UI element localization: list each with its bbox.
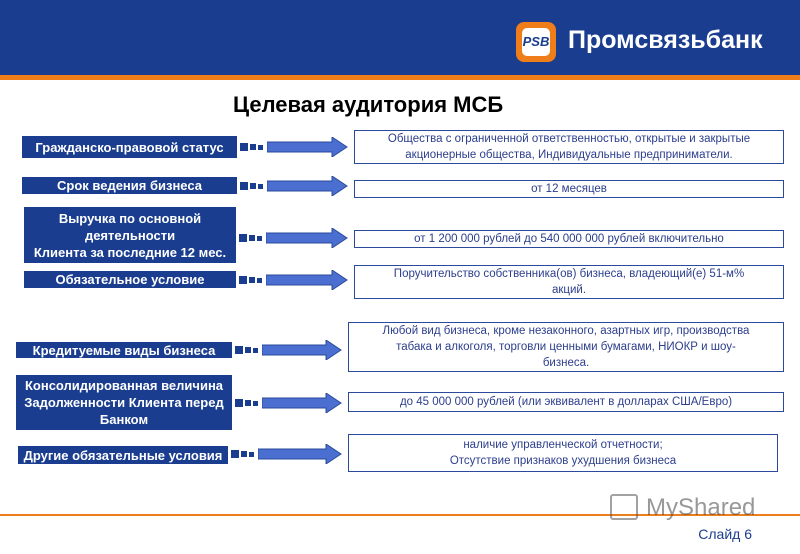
criterion-value	[348, 322, 784, 372]
connector-square	[239, 276, 247, 284]
criterion-label	[16, 342, 232, 358]
connector-square	[257, 278, 262, 283]
criterion-label	[16, 375, 232, 430]
criterion-label-line: Выручка по основной	[58, 210, 202, 226]
arrow-icon	[262, 340, 342, 360]
connector-square	[240, 182, 248, 190]
connector-square	[240, 143, 248, 151]
criterion-value-line: от 1 200 000 рублей до 540 000 000 рублей включительно	[414, 233, 724, 245]
criterion-value	[348, 434, 778, 472]
slide-title: Целевая аудитория МСБ	[233, 92, 504, 117]
criterion-value	[354, 265, 784, 299]
connector-square	[241, 451, 247, 457]
connector-square	[258, 145, 263, 150]
connector-square	[253, 401, 258, 406]
criterion-value	[348, 392, 784, 412]
criterion-value-line: бизнеса.	[542, 357, 590, 369]
watermark: MyShared	[610, 492, 770, 526]
criterion-label-line: Гражданско-правовой статус	[35, 139, 224, 155]
bank-name: Промсвязьбанк	[568, 26, 763, 54]
connector-square	[250, 144, 256, 150]
connector-square	[235, 346, 243, 354]
criterion-label-line: Банком	[99, 412, 149, 427]
criterion-value-line: акций.	[551, 284, 587, 296]
criterion-label-line: Кредитуемые виды бизнеса	[32, 342, 216, 358]
criterion-value-line: наличие управленческой отчетности;	[463, 439, 663, 451]
connector-square	[249, 452, 254, 457]
header-accent-line	[0, 75, 800, 80]
bank-logo	[516, 22, 778, 62]
criterion-value-line: Любой вид бизнеса, кроме незаконного, азартных игр, производства	[382, 325, 750, 337]
arrow-icon	[267, 137, 348, 157]
criterion-label-line: Задолженности Клиента перед	[24, 395, 224, 410]
connector-square	[249, 235, 255, 241]
connector-square	[257, 236, 262, 241]
logo-mark-icon: PSB	[516, 22, 556, 62]
connector-square	[245, 400, 251, 406]
criterion-value	[354, 180, 784, 198]
criterion-value	[354, 230, 784, 248]
criterion-value-line: табака и алкоголя, торговли ценными бумагами, НИОКР и шоу-	[396, 341, 736, 353]
criterion-label	[24, 271, 236, 288]
criterion-value-line: до 45 000 000 рублей (или эквивалент в долларах США/Евро)	[399, 396, 733, 408]
arrow-icon	[267, 176, 348, 196]
criterion-label-line: деятельности	[84, 227, 176, 243]
connector-square	[249, 277, 255, 283]
arrow-icon	[266, 270, 348, 290]
connector-square	[239, 234, 247, 242]
criterion-label-line: Консолидированная величина	[24, 378, 224, 393]
connector-square	[250, 183, 256, 189]
connector-square	[258, 184, 263, 189]
criterion-value-line: Поручительство собственника(ов) бизнеса, владеющий(е) 51-м%	[393, 268, 745, 280]
criterion-label-line: Обязательное условие	[55, 272, 205, 287]
criterion-value-line: от 12 месяцев	[531, 183, 607, 195]
connector-square	[253, 348, 258, 353]
criterion-label-line: Другие обязательные условия	[23, 447, 223, 463]
criterion-value-line: акционерные общества, Индивидуальные предприниматели.	[405, 149, 733, 161]
connector-square	[245, 347, 251, 353]
arrow-icon	[266, 228, 348, 248]
slide-number: Слайд 6	[698, 526, 752, 542]
criterion-label	[22, 136, 237, 158]
criterion-value-line: Отсутствие признаков ухудшения бизнеса	[449, 455, 677, 467]
criterion-value	[354, 130, 784, 164]
criterion-value-line: Общества с ограниченной ответственностью, открытые и закрытые	[387, 133, 751, 145]
arrow-icon	[258, 444, 342, 464]
criterion-label	[24, 207, 236, 263]
criterion-label	[18, 446, 228, 464]
arrow-icon	[262, 393, 342, 413]
presentation-icon	[610, 494, 638, 520]
criterion-label-line: Срок ведения бизнеса	[57, 178, 202, 193]
criterion-label-line: Клиента за последние 12 мес.	[33, 244, 227, 260]
connector-square	[235, 399, 243, 407]
connector-square	[231, 450, 239, 458]
criterion-label	[22, 177, 237, 194]
